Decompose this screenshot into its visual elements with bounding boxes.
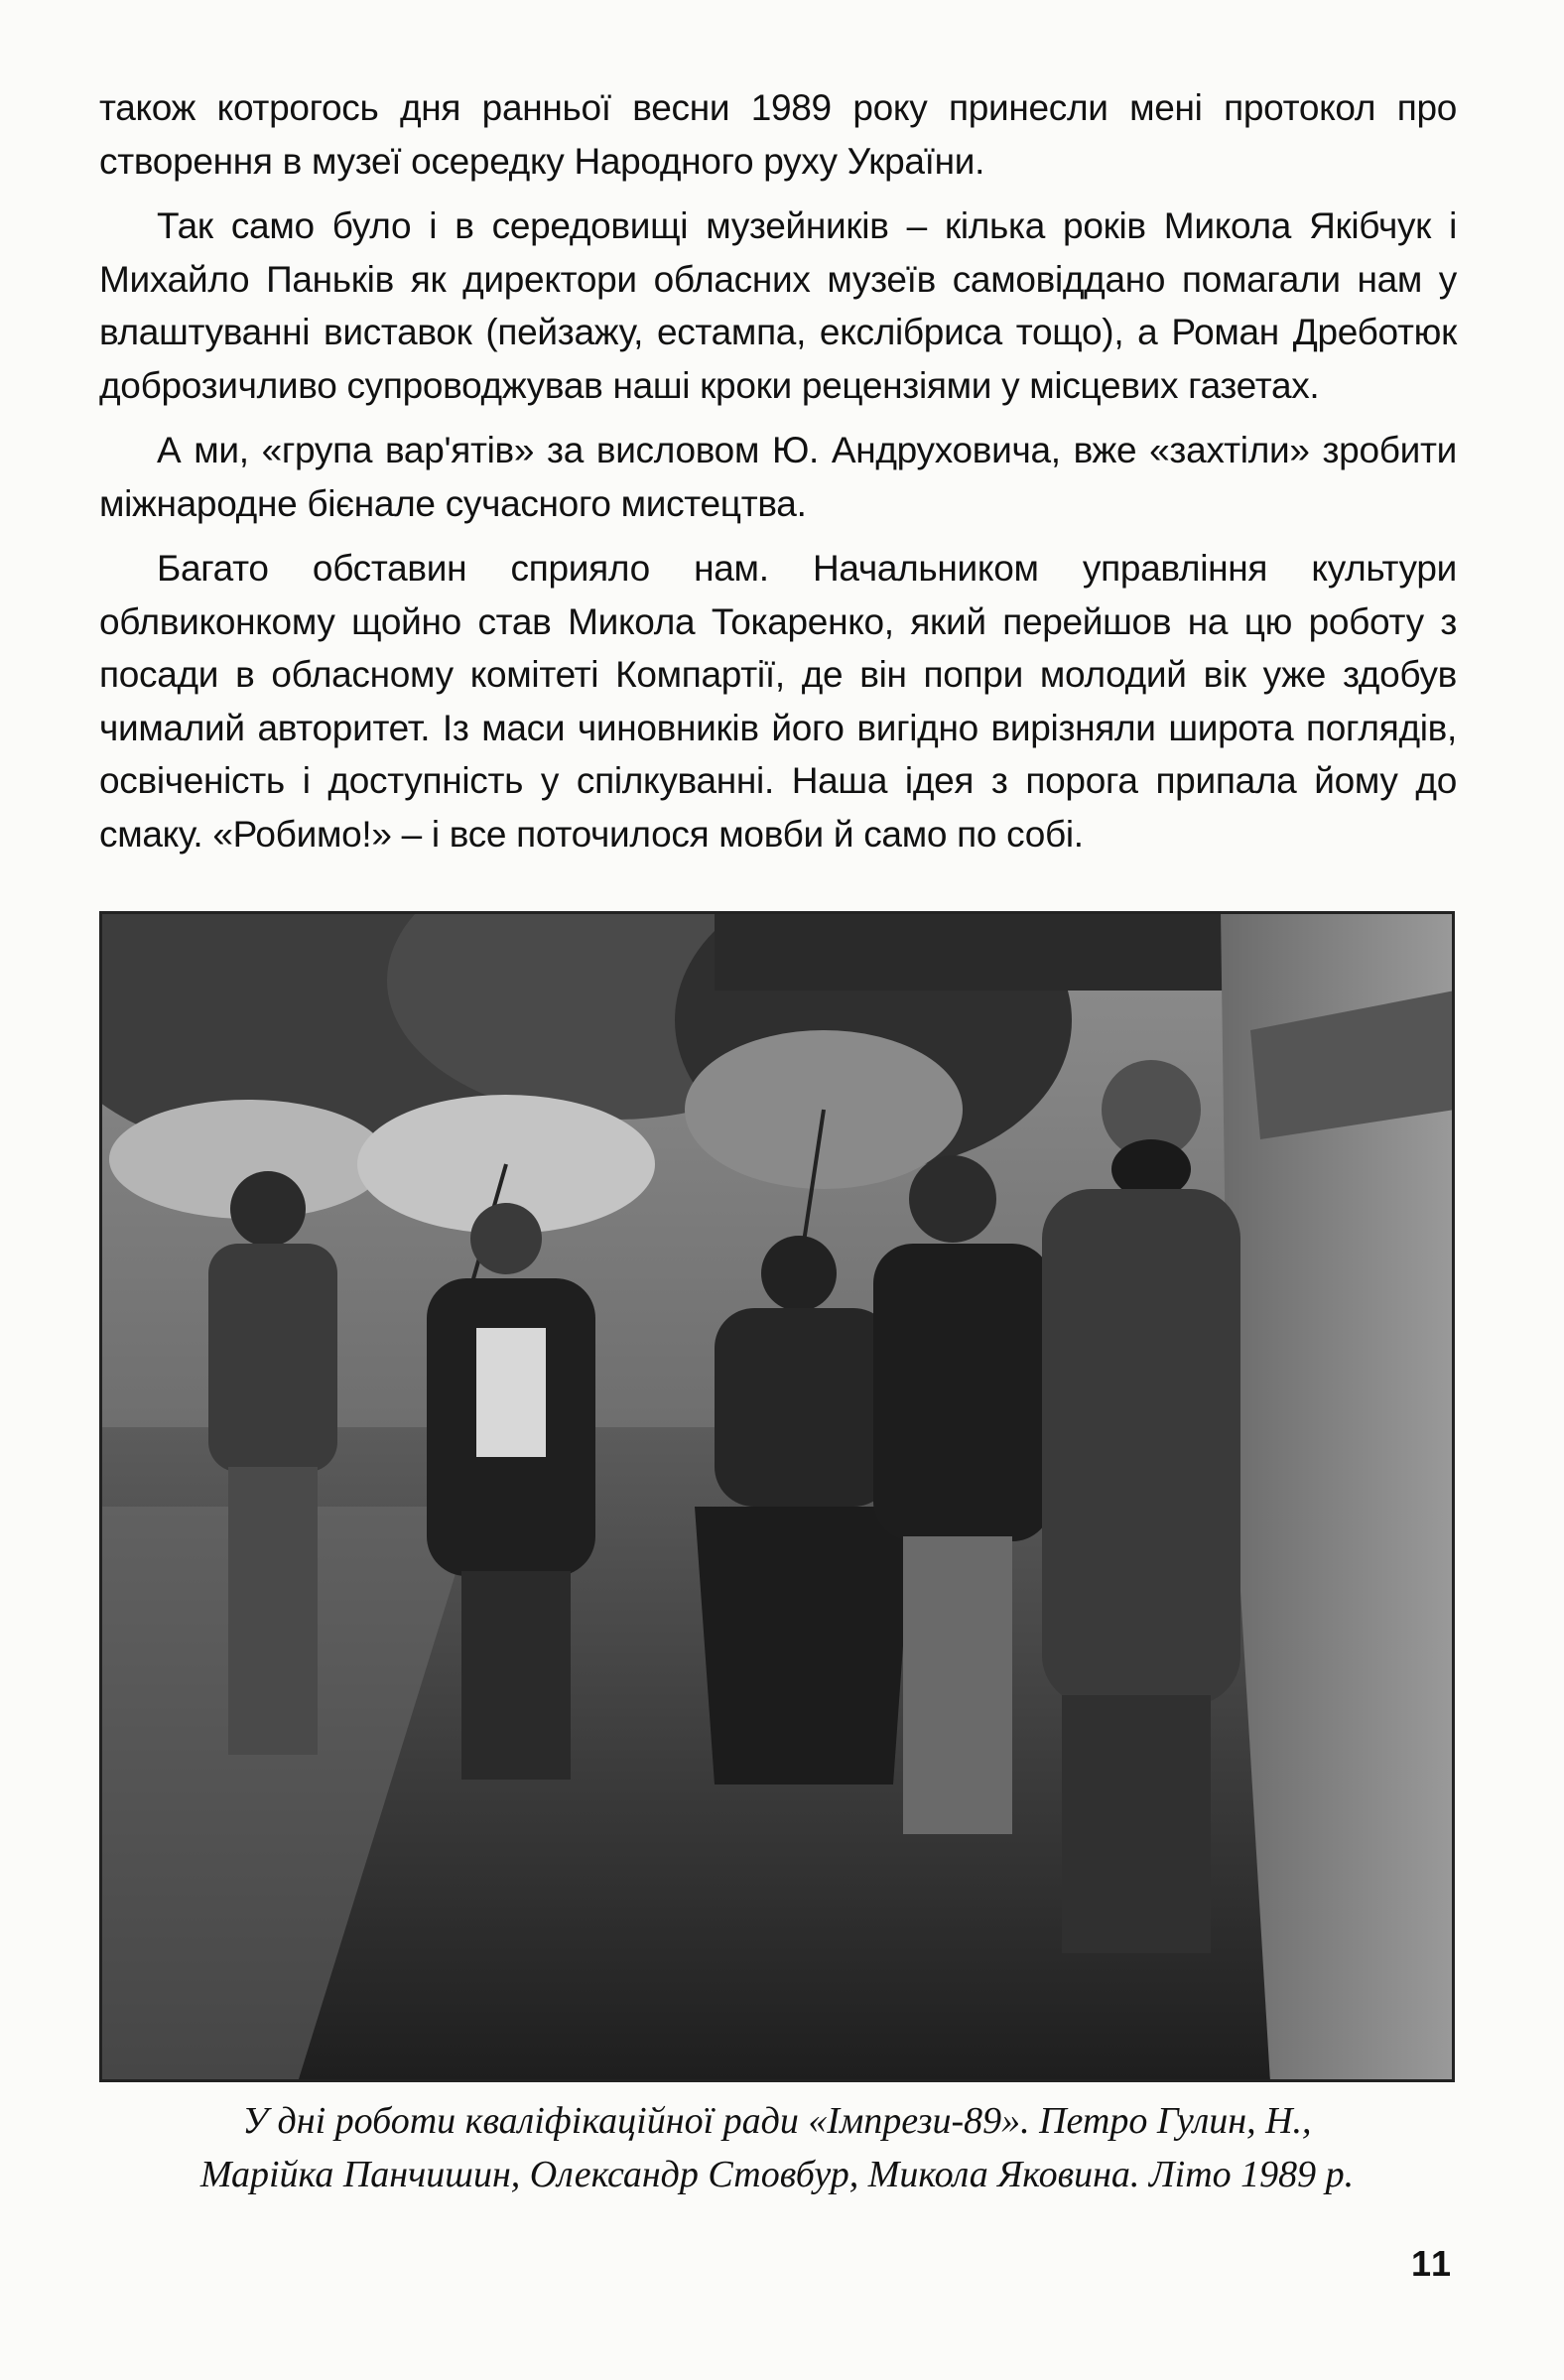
paragraph-3: А ми, «група вар'ятів» за висловом Ю. Андруховича, вже «захтіли» зробити міжнародне бієнале сучасного мистецтва.	[99, 430, 1457, 524]
page-number: 11	[1410, 2243, 1453, 2284]
body-text	[99, 81, 1457, 872]
photo-illustration	[99, 911, 1455, 2082]
caption-line-2: Марійка Панчишин, Олександр Стовбур, Микола Яковина. Літо 1989 р.	[199, 2154, 1355, 2195]
group-photo	[99, 911, 1455, 2082]
paragraph-2: Так само було і в середовищі музейників – кілька років Микола Якібчук і Михайло Паньків як директори обласних музеїв самовіддано помагали нам у влаштуванні виставок (пейзажу, естампа, екслібриса тощо), а Роман Дреботюк доброзичливо супроводжував наші кроки рецензіями у місцевих газетах.	[99, 205, 1457, 406]
paragraph-4: Багато обставин сприяло нам. Начальником управління культури облвиконкому щойно став Микола Токаренко, який перейшов на цю роботу з посади в обласному комітеті Компартії, де він попри молодий вік уже здобув чималий авторитет. Із маси чиновників його вигідно вирізняли широта поглядів, освіченість і доступність у спілкуванні. Наша ідея з порога припала йому до смаку. «Робимо!» – і все поточилося мовби й само по собі.	[99, 548, 1457, 855]
paragraph-1: також котрогось дня ранньої весни 1989 року принесли мені протокол про створення в музеї осередку Народного руху України.	[99, 87, 1457, 182]
photo-caption	[99, 2094, 1455, 2201]
caption-line-1: У дні роботи кваліфікаційної ради «Імпрези-89». Петро Гулин, Н.,	[242, 2100, 1312, 2142]
